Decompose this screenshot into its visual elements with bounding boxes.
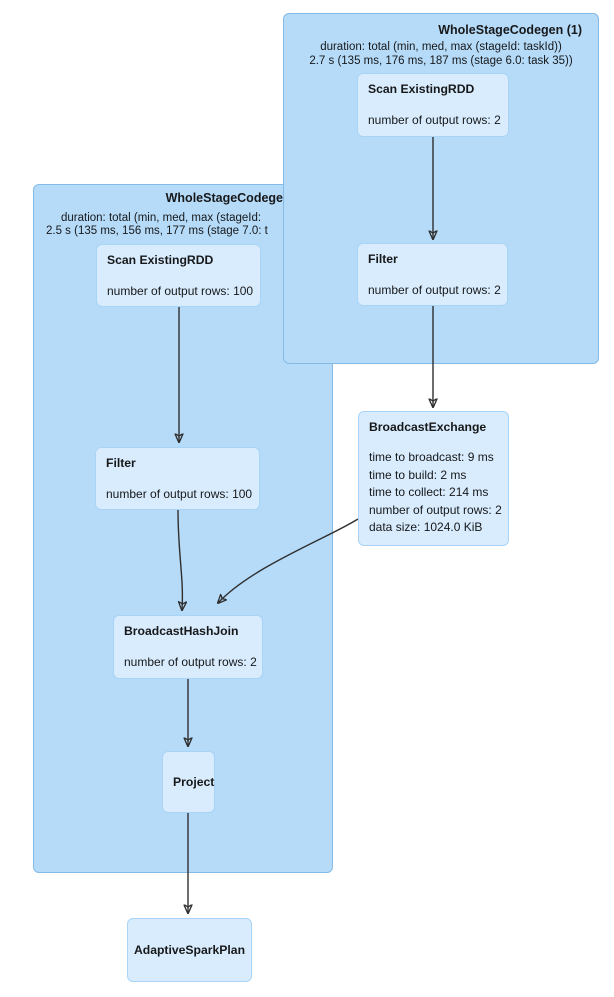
node-metric: number of output rows: 100: [106, 487, 253, 501]
plan-node-broadcastexchange[interactable]: [358, 411, 509, 546]
node-title: Filter: [106, 456, 136, 470]
cluster-duration-value: 2.5 s (135 ms, 156 ms, 177 ms (stage 7.0: t: [46, 225, 268, 237]
node-title: AdaptiveSparkPlan: [133, 942, 246, 957]
metric-data-size: data size: 1024.0 KiB: [369, 520, 483, 535]
cluster-title: WholeStageCodege: [165, 191, 283, 205]
plan-node-scan-existingrdd-2[interactable]: [96, 244, 261, 307]
plan-node-adaptivesparkplan[interactable]: [127, 918, 252, 982]
cluster-title: WholeStageCodegen (1): [438, 23, 582, 37]
node-title: Scan ExistingRDD: [107, 253, 214, 267]
metric-time-to-build: time to build: 2 ms: [369, 467, 467, 482]
cluster-duration-label: duration: total (min, med, max (stageId:: [61, 212, 262, 224]
node-metric: number of output rows: 2: [368, 113, 501, 127]
plan-node-broadcasthashjoin[interactable]: [113, 615, 263, 679]
node-title: Filter: [368, 252, 398, 266]
node-title: Scan ExistingRDD: [368, 82, 475, 96]
cluster-duration-label: duration: total (min, med, max (stageId: taskId)): [320, 41, 562, 53]
metric-time-to-broadcast: time to broadcast: 9 ms: [369, 450, 494, 464]
plan-node-filter-2[interactable]: [95, 447, 260, 510]
node-metric: number of output rows: 2: [124, 655, 257, 669]
cluster-duration-value: 2.7 s (135 ms, 176 ms, 187 ms (stage 6.0: task 35)): [309, 54, 573, 67]
metric-time-to-collect: time to collect: 214 ms: [369, 485, 489, 500]
plan-node-scan-existingrdd-1[interactable]: [357, 73, 509, 137]
plan-node-filter-1[interactable]: [357, 243, 508, 306]
node-title: BroadcastExchange: [369, 420, 487, 434]
edge-filter2-broadcasthashjoin: [178, 510, 182, 610]
metric-output-rows: number of output rows: 2: [369, 502, 502, 517]
node-title: Project: [173, 774, 215, 789]
node-title: BroadcastHashJoin: [124, 624, 239, 638]
node-metrics: [369, 449, 502, 537]
node-metric: number of output rows: 2: [368, 283, 501, 297]
node-metric: number of output rows: 100: [107, 284, 254, 298]
edge-broadcastexchange-broadcasthashjoin: [218, 519, 358, 603]
plan-node-project[interactable]: [162, 751, 215, 813]
